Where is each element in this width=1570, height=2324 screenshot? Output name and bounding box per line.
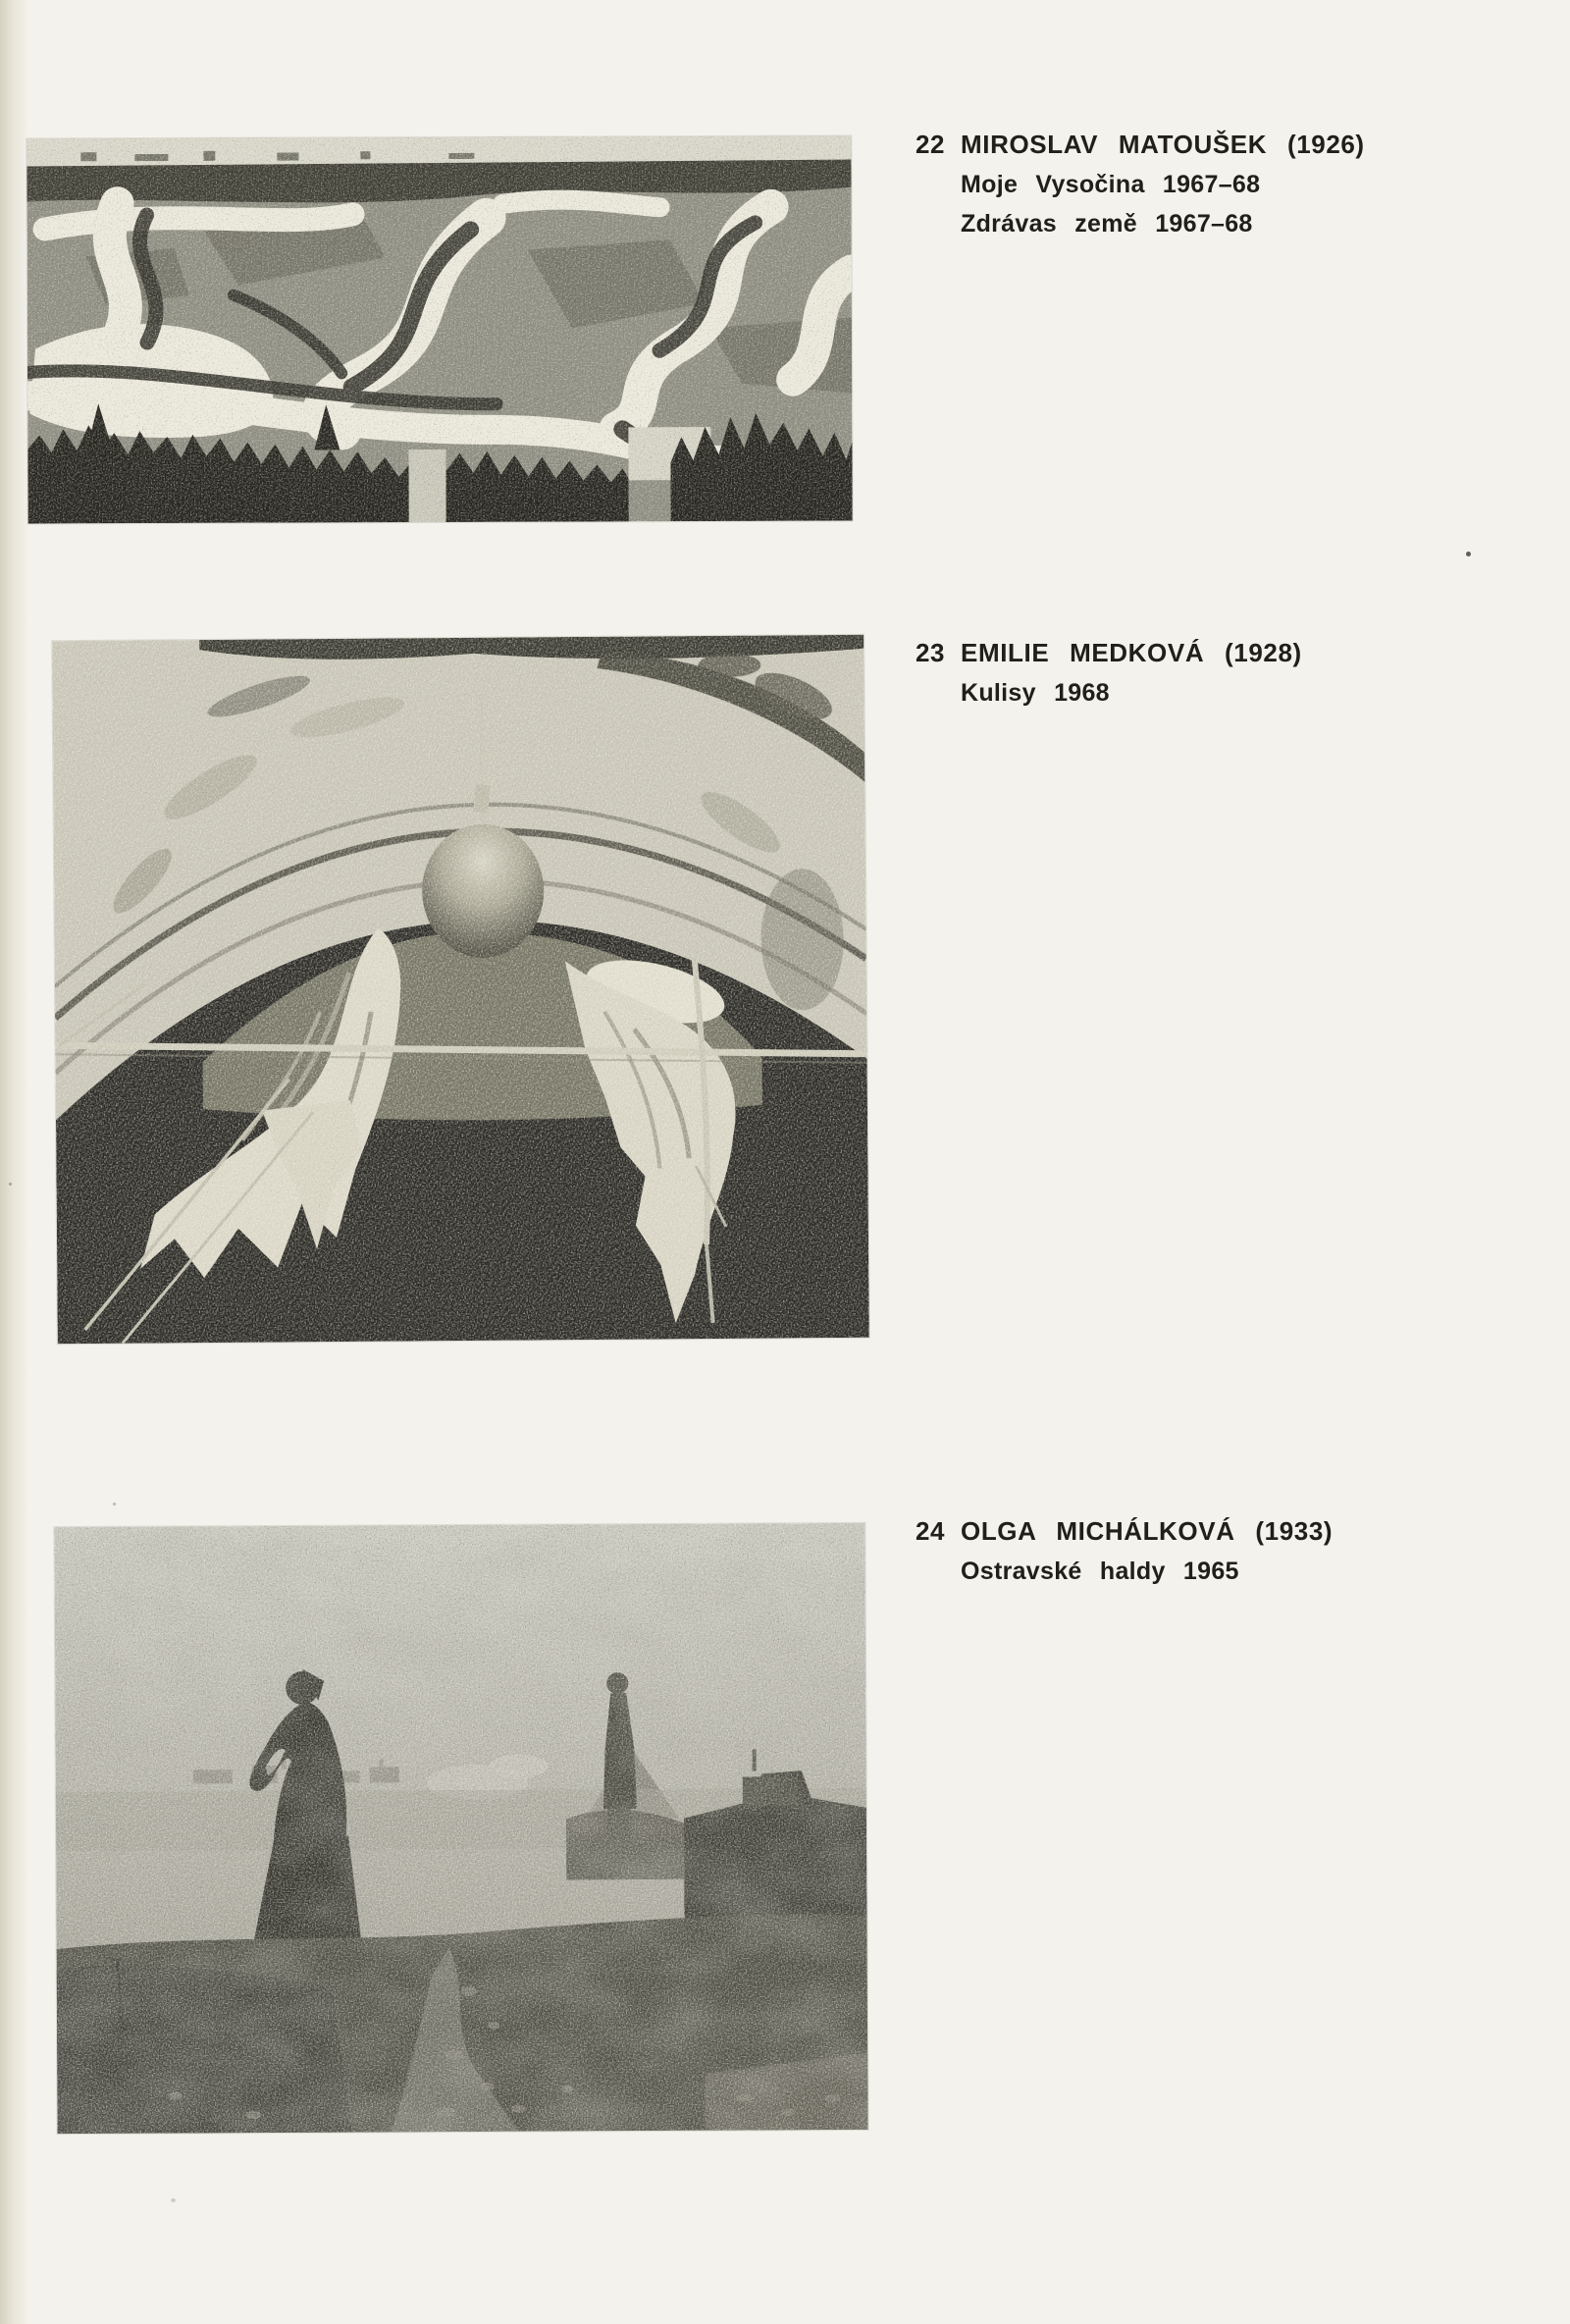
entry-number: 23 <box>916 638 946 667</box>
caption-entry-22 <box>916 131 1365 237</box>
photo-draped-arch <box>52 635 869 1344</box>
caption-entry-23 <box>916 639 1302 706</box>
work-title: Ostravské haldy 1965 <box>961 1558 1239 1585</box>
caption-entry-24 <box>916 1517 1333 1584</box>
paper-speck <box>113 1503 116 1505</box>
entry-number: 22 <box>916 130 946 159</box>
paper-speck <box>9 1183 12 1186</box>
film-grain-dark <box>26 136 852 524</box>
entry-number: 24 <box>916 1516 946 1546</box>
photo-slag-heaps <box>54 1523 867 2134</box>
artist-birth-year: (1926) <box>1286 130 1365 159</box>
film-grain-dark <box>54 1523 867 2134</box>
page-gutter-shadow <box>0 0 29 2324</box>
paper-speck <box>171 2198 176 2202</box>
artist-birth-year: (1933) <box>1255 1516 1334 1546</box>
work-title: Zdrávas země 1967–68 <box>961 210 1253 238</box>
artist-birth-year: (1928) <box>1225 638 1302 667</box>
caption-headline <box>916 1517 1333 1545</box>
caption-headline <box>916 639 1302 666</box>
artist-name: MIROSLAV MATOUŠEK <box>961 130 1268 159</box>
caption-headline <box>916 131 1365 158</box>
work-title: Kulisy 1968 <box>961 679 1110 707</box>
work-title: Moje Vysočina 1967–68 <box>961 171 1261 198</box>
artist-name: OLGA MICHÁLKOVÁ <box>961 1516 1235 1546</box>
artist-name: EMILIE MEDKOVÁ <box>961 638 1205 667</box>
film-grain-dark <box>52 635 869 1344</box>
paper-speck <box>1466 552 1471 556</box>
photo-terraced-fields <box>26 136 852 524</box>
